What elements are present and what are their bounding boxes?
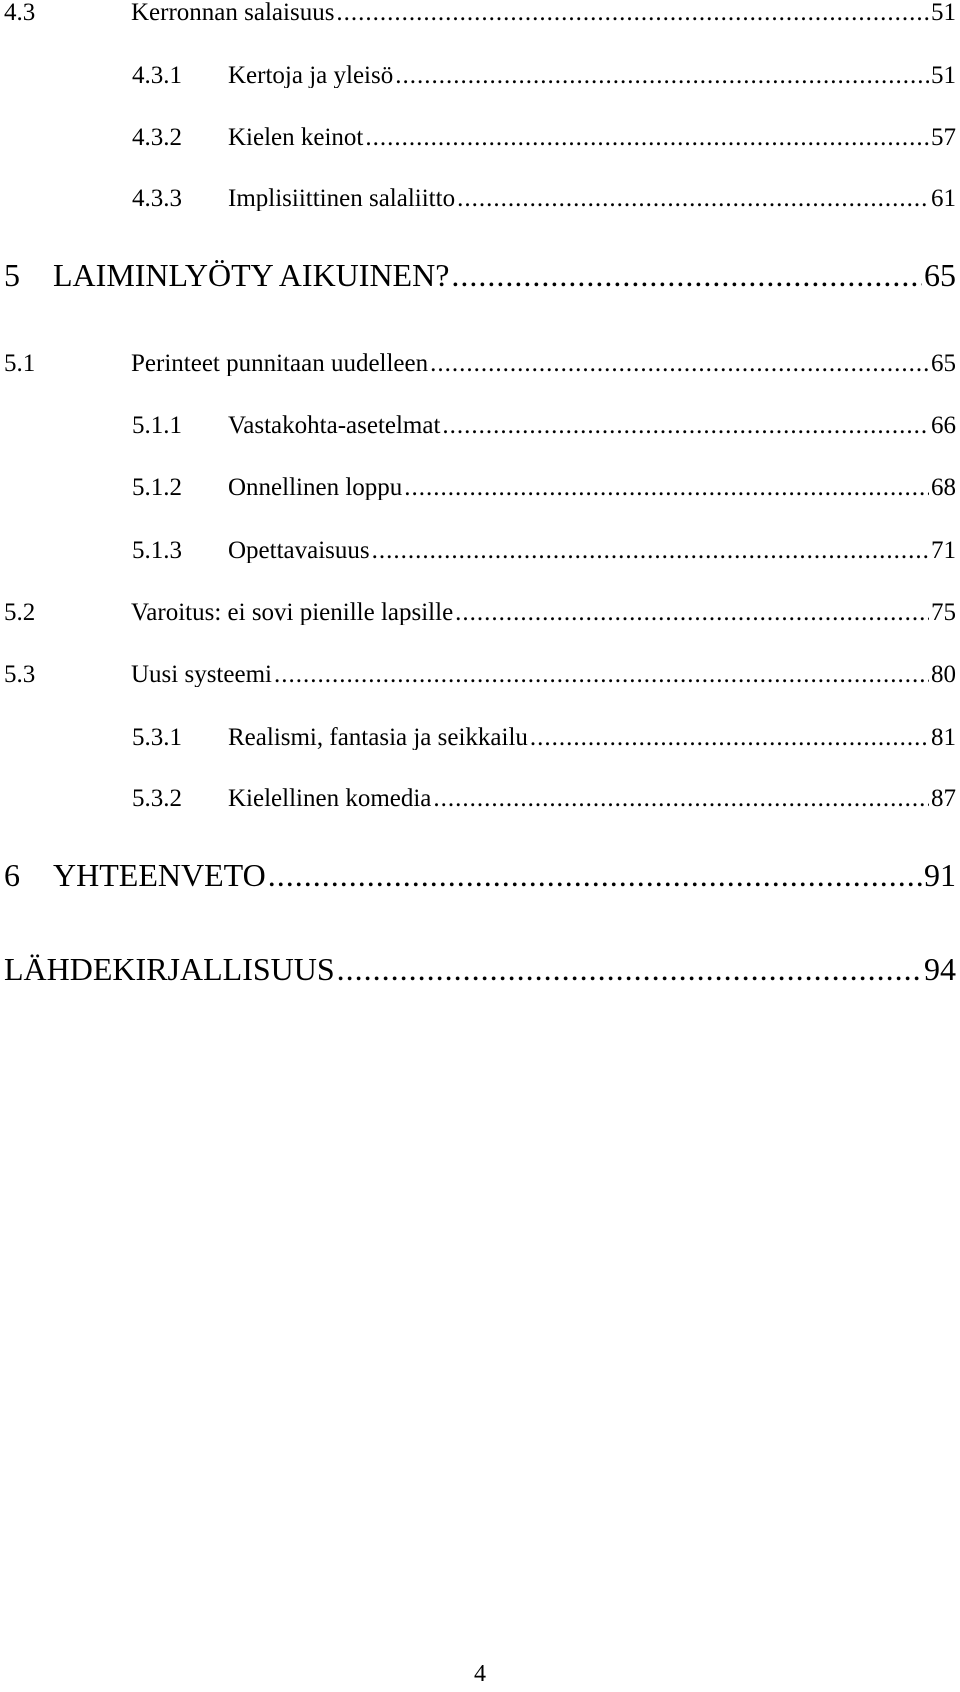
toc-entry-page: 57 (931, 125, 956, 150)
toc-entry-title: Vastakohta-asetelmat (228, 413, 441, 438)
toc-entry-page: 66 (931, 413, 956, 438)
toc-entry-page: 51 (931, 0, 956, 25)
toc-dot-leader (336, 0, 929, 25)
toc-entry-page: 65 (931, 351, 956, 376)
toc-dot-leader (337, 953, 922, 985)
toc-entry-title: Kielellinen komedia (228, 786, 432, 811)
toc-dot-leader (455, 600, 929, 625)
toc-entry-title: Varoitus: ei sovi pienille lapsille (131, 600, 454, 625)
toc-entry (132, 475, 956, 500)
toc-entry-title: Implisiittinen salaliitto (228, 186, 456, 211)
toc-dot-leader (268, 859, 922, 891)
toc-entry-title: Kertoja ja yleisö (228, 63, 394, 88)
toc-entry-page: 75 (931, 600, 956, 625)
toc-entry-page: 80 (931, 662, 956, 687)
toc-dot-leader (442, 413, 929, 438)
toc-entry (132, 125, 956, 150)
toc-entry-title: Perinteet punnitaan uudelleen (131, 351, 429, 376)
toc-chapter-entry (4, 259, 956, 291)
toc-entry-title: Onnellinen loppu (228, 475, 403, 500)
toc-entry-page: 68 (931, 475, 956, 500)
toc-entry-title: YHTEENVETO (53, 859, 266, 891)
toc-entry-number: 5.3.1 (132, 725, 182, 750)
toc-entry-page: 51 (931, 63, 956, 88)
toc-entry-page: 61 (931, 186, 956, 211)
toc-entry-number: 5 (4, 259, 20, 291)
toc-dot-leader (530, 725, 929, 750)
toc-entry-title: Kielen keinot (228, 125, 364, 150)
toc-dot-leader (451, 259, 922, 291)
toc-chapter-entry (4, 859, 956, 891)
toc-entry-title: Opettavaisuus (228, 538, 370, 563)
toc-entry-page: 81 (931, 725, 956, 750)
toc-entry-number: 4.3.1 (132, 63, 182, 88)
toc-entry (4, 662, 956, 687)
toc-entry-number: 5.1.3 (132, 538, 182, 563)
toc-entry-number: 6 (4, 859, 20, 891)
toc-entry-title: Realismi, fantasia ja seikkailu (228, 725, 528, 750)
toc-references-entry (4, 953, 956, 985)
toc-entry-number: 5.2 (4, 600, 36, 625)
page-number: 4 (474, 1661, 486, 1687)
toc-entry (132, 63, 956, 88)
toc-dot-leader (433, 786, 929, 811)
toc-entry-title: Uusi systeemi (131, 662, 272, 687)
toc-dot-leader (365, 125, 929, 150)
toc-entry-number: 5.1 (4, 351, 36, 376)
toc-dot-leader (404, 475, 929, 500)
toc-entry-number: 5.3 (4, 662, 36, 687)
toc-entry (132, 725, 956, 750)
toc-entry-title: LAIMINLYÖTY AIKUINEN? (53, 259, 450, 291)
toc-entry-page: 65 (924, 259, 956, 291)
toc-entry-number: 5.3.2 (132, 786, 182, 811)
toc-entry-number: 4.3.2 (132, 125, 182, 150)
toc-entry-page: 87 (931, 786, 956, 811)
toc-entry-number: 5.1.2 (132, 475, 182, 500)
toc-entry (4, 600, 956, 625)
toc-entry-title: LÄHDEKIRJALLISUUS (4, 953, 335, 985)
toc-entry-number: 5.1.1 (132, 413, 182, 438)
toc-dot-leader (395, 63, 929, 88)
toc-entry (132, 186, 956, 211)
toc-entry-page: 94 (924, 953, 956, 985)
toc-dot-leader (430, 351, 929, 376)
toc-entry (132, 786, 956, 811)
toc-dot-leader (372, 538, 929, 563)
toc-entry-page: 71 (931, 538, 956, 563)
toc-entry-title: Kerronnan salaisuus (131, 0, 335, 25)
toc-entry (4, 0, 956, 25)
toc-entry-number: 4.3.3 (132, 186, 182, 211)
toc-entry (4, 351, 956, 376)
toc-entry (132, 538, 956, 563)
toc-entry-page: 91 (924, 859, 956, 891)
toc-dot-leader (457, 186, 929, 211)
toc-entry-number: 4.3 (4, 0, 36, 25)
toc-entry (132, 413, 956, 438)
toc-dot-leader (274, 662, 929, 687)
